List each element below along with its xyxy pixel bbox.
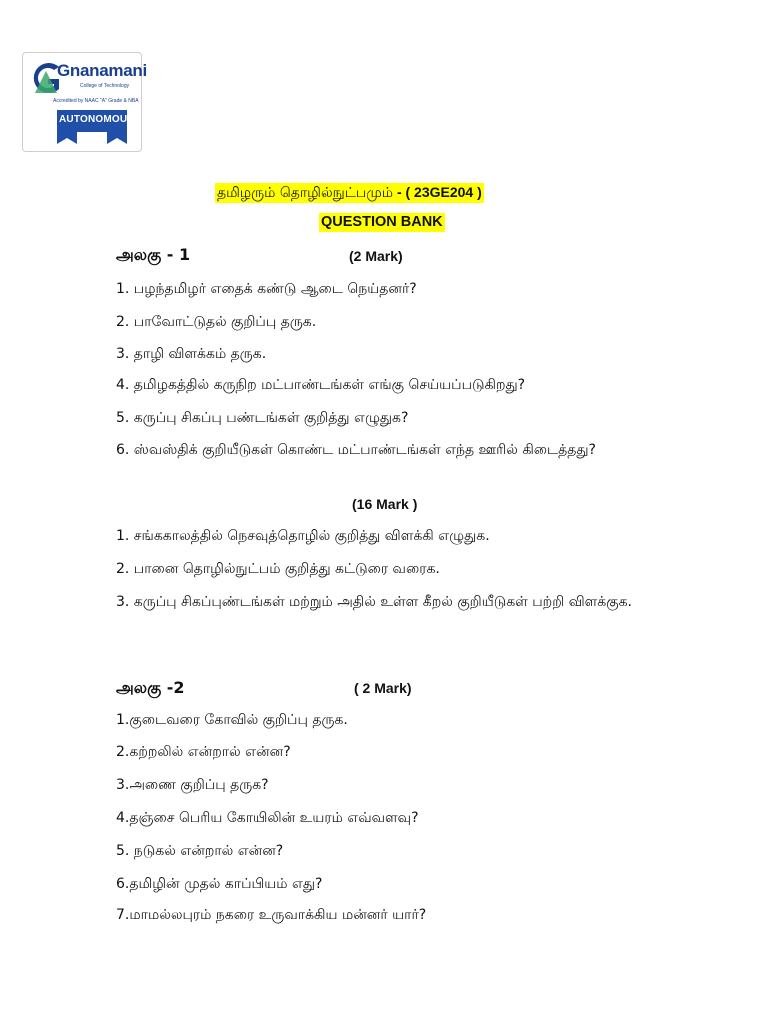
unit2-question-2: 2.கற்றலில் என்றால் என்ன?	[116, 744, 291, 760]
unit2-2mark-label: ( 2 Mark)	[354, 680, 412, 696]
unit1-label: அலகு - 1	[116, 245, 191, 264]
college-logo	[22, 52, 147, 152]
unit2-question-6: 6.தமிழின் முதல் காப்பியம் எது?	[116, 876, 323, 892]
unit1-question-4: 4. தமிழகத்தில் கருநிற மட்பாண்டங்கள் எங்கு செய்யப்படுகிறது?	[116, 377, 526, 393]
unit2-question-3: 3.அணை குறிப்பு தருக?	[116, 777, 269, 793]
title-course-code: - ( 23GE204 )	[393, 184, 482, 200]
unit1-16mark-label: (16 Mark )	[352, 496, 418, 512]
unit1-question-1: 1. பழந்தமிழர் எதைக் கண்டு ஆடை நெய்தனர்?	[116, 281, 417, 297]
title-tamil: தமிழரும் தொழில்நுட்பமும்	[217, 185, 394, 201]
logo-subtitle: College of Technology	[80, 83, 130, 89]
unit1-question-5: 5. கருப்பு சிகப்பு பண்டங்கள் குறித்து எழுதுக?	[116, 410, 409, 426]
question-bank-heading: QUESTION BANK	[321, 214, 443, 230]
unit2-question-5: 5. நடுகல் என்றால் என்ன?	[116, 843, 284, 859]
document-title	[215, 183, 484, 203]
logo-name: Gnanamani	[57, 61, 147, 80]
unit1-long-question-3: 3. கருப்பு சிகப்புண்டங்கள் மற்றும் அதில் உள்ள கீறல் குறியீடுகள் பற்றி விளக்குக.	[116, 594, 632, 610]
unit2-question-1: 1.குடைவரை கோவில் குறிப்பு தருக.	[116, 712, 348, 728]
unit1-long-question-1: 1. சங்ககாலத்தில் நெசவுத்தொழில் குறித்து விளக்கி எழுதுக.	[116, 528, 490, 544]
unit1-question-3: 3. தாழி விளக்கம் தருக.	[116, 346, 267, 362]
unit1-question-2: 2. பாவோட்டுதல் குறிப்பு தருக.	[116, 314, 317, 330]
unit1-question-6: 6. ஸ்வஸ்திக் குறியீடுகள் கொண்ட மட்பாண்டங்கள் எந்த ஊரில் கிடைத்தது?	[116, 442, 596, 458]
unit2-question-4: 4.தஞ்சை பெரிய கோயிலின் உயரம் எவ்வளவு?	[116, 810, 419, 826]
logo-accreditation: Accredited by NAAC "A" Grade & NBA	[53, 98, 139, 104]
unit2-label: அலகு -2	[116, 678, 185, 697]
unit1-long-question-2: 2. பானை தொழில்நுட்பம் குறித்து கட்டுரை வரைக.	[116, 561, 440, 577]
unit2-question-7: 7.மாமல்லபுரம் நகரை உருவாக்கிய மன்னர் யார்?	[116, 907, 427, 923]
logo-autonomous: AUTONOMOUS	[59, 114, 135, 125]
unit1-2mark-label: (2 Mark)	[349, 248, 403, 264]
